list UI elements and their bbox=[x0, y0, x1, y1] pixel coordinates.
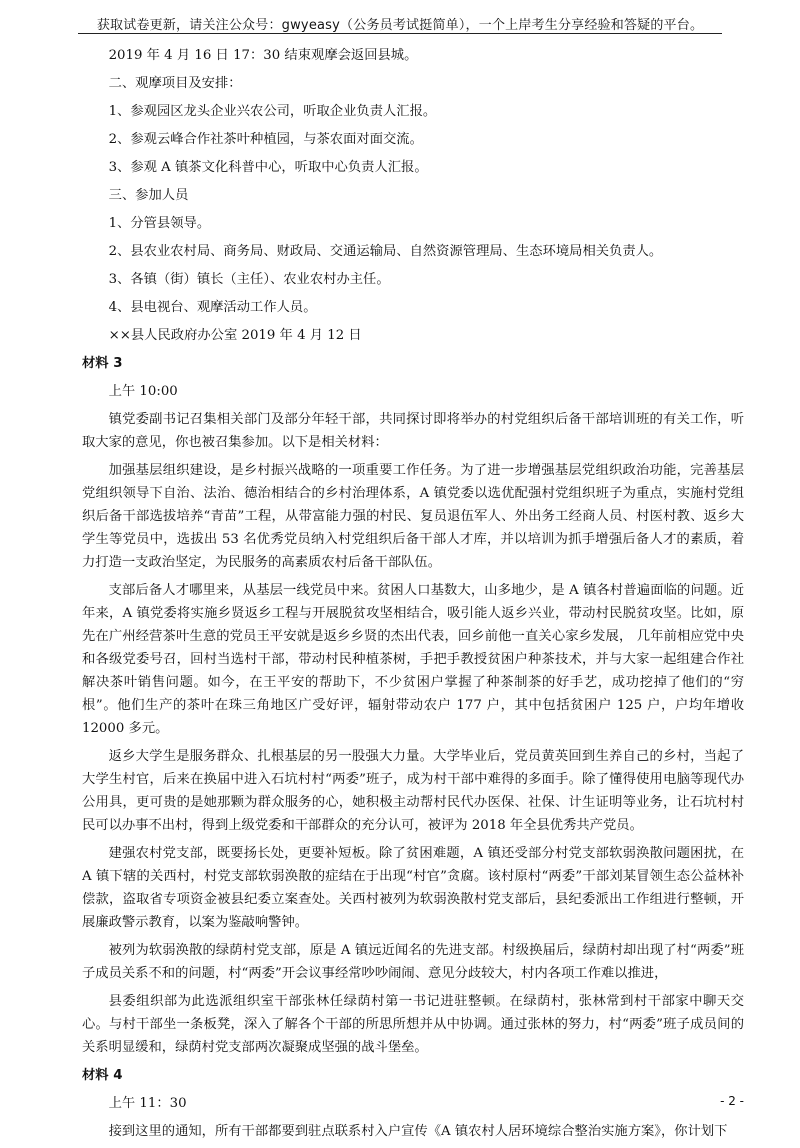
list-item: 2、县农业农村局、商务局、财政局、交通运输局、自然资源管理局、生态环境局相关负责人。 bbox=[108, 244, 663, 259]
paragraph: 接到这里的通知，所有干部都要到驻点联系村入户宣传《A 镇农村人居环境综合整治实施方案》，你计划下 bbox=[108, 1124, 728, 1139]
section-heading: 二、观摩项目及安排： bbox=[108, 76, 242, 91]
page-number: - 2 - bbox=[720, 1094, 744, 1108]
material-3-heading: 材料 3 bbox=[82, 356, 123, 371]
paragraph: 2019 年 4 月 16 日 17：30 结束观摩会返回县城。 bbox=[108, 48, 418, 63]
paragraph: 返乡大学生是服务群众、扎根基层的另一股强大力量。大学毕业后，党员黄英回到生养自己的乡村，当起了大学生村官，后来在换届中进入石坑村村“两委”班子，成为村干部中难得的多面手。除了懂得使用电脑等现代办公用具，更可贵的是她那颗为群众服务的心，她积极主动帮村民代办医保、社保、计生证明等业务，让石坑村村民可以办事不出村，得到上级党委和干部群众的充分认可，被评为 2018 年全县优秀共产党员。 bbox=[82, 749, 744, 833]
paragraph: 建强农村党支部，既要扬长处，更要补短板。除了贫困难题，A 镇还受部分村党支部软弱涣散问题困扰，在 A 镇下辖的关西村，村党支部软弱涣散的症结在于出现“村官”贪腐。该村原村“两委”干部刘某冒领生态公益林补偿款，盗取省专项资金被县纪委立案查处。关西村被列为软弱涣散村党支部后，县纪委派出工作组进行整顿，开展廉政警示教育，以案为鉴敲响警钟。 bbox=[82, 846, 744, 930]
list-item: 1、分管县领导。 bbox=[108, 216, 211, 231]
material-4-time: 上午 11：30 bbox=[108, 1096, 187, 1111]
paragraph: 加强基层组织建设，是乡村振兴战略的一项重要工作任务。为了进一步增强基层党组织政治功能，完善基层党组织领导下自治、法治、德治相结合的乡村治理体系，A 镇党委以选优配强村党组织班子为重点，实施村党组织后备干部选拔培养“青苗”工程，从带富能力强的村民、复员退伍军人、外出务工经商人员、村医村教、返乡大学生等党员中，选拔出 53 名优秀党员纳入村党组织后备干部人才库，并以培训为抓手增强后备人才的素质，着力打造一支政治坚定，为民服务的高素质农村后备干部队伍。 bbox=[82, 463, 744, 570]
list-item: 3、参观 A 镇茶文化科普中心，听取中心负责人汇报。 bbox=[108, 160, 428, 175]
header-notice: 获取试卷更新，请关注公众号：gwyeasy（公务员考试挺简单），一个上岸考生分享经验和答疑的平台。 bbox=[96, 18, 704, 33]
material-3-time: 上午 10:00 bbox=[108, 384, 178, 399]
list-item: 4、县电视台、观摩活动工作人员。 bbox=[108, 300, 317, 315]
paragraph: 被列为软弱涣散的绿荫村党支部，原是 A 镇远近闻名的先进支部。村级换届后，绿荫村却出现了村“两委”班子成员关系不和的问题，村“两委”开会议事经常吵吵闹闹、意见分歧较大，村内各项工作难以推进， bbox=[82, 943, 744, 981]
paragraph: 支部后备人才哪里来，从基层一线党员中来。贫困人口基数大，山多地少，是 A 镇各村普遍面临的问题。近年来，A 镇党委将实施乡贤返乡工程与开展脱贫攻坚相结合，吸引能人返乡兴业，带动村民脱贫攻坚。比如，原先在广州经营茶叶生意的党员王平安就是返乡乡贤的杰出代表，回乡前他一直关心家乡发展， 几年前相应党中央和各级党委号召，回村当选村干部，带动村民种植茶树，手把手教授贫困户种茶技术，并与大家一起组建合作社解决茶叶销售问题。如今，在王平安的帮助下，不少贫困户掌握了种茶制茶的好手艺，成功挖掉了他们的“穷根”。他们生产的茶叶在珠三角地区广受好评，辐射带动农户 177 户，其中包括贫困户 125 户，户均年增收 12000 多元。 bbox=[82, 583, 744, 736]
document-body bbox=[82, 44, 744, 1148]
signature-line: ××县人民政府办公室 2019 年 4 月 12 日 bbox=[108, 328, 362, 343]
list-item: 3、各镇（街）镇长（主任）、农业农村办主任。 bbox=[108, 272, 390, 287]
paragraph: 镇党委副书记召集相关部门及部分年轻干部，共同探讨即将举办的村党组织后备干部培训班的有关工作，听取大家的意见，你也被召集参加。以下是相关材料： bbox=[82, 412, 744, 450]
list-item: 1、参观园区龙头企业兴农公司，听取企业负责人汇报。 bbox=[108, 104, 437, 119]
material-4-heading: 材料 4 bbox=[82, 1068, 123, 1083]
header-divider bbox=[78, 33, 722, 34]
paragraph: 县委组织部为此选派组织室干部张林任绿荫村第一书记进驻整顿。在绿荫村，张林常到村干部家中聊天交心。与村干部坐一条板凳，深入了解各个干部的所思所想并从中协调。通过张林的努力，村“两委”班子成员间的关系明显缓和，绿荫村党支部两次凝聚成坚强的战斗堡垒。 bbox=[82, 994, 744, 1055]
list-item: 2、参观云峰合作社茶叶种植园，与茶农面对面交流。 bbox=[108, 132, 423, 147]
section-heading: 三、参加人员 bbox=[108, 188, 189, 203]
